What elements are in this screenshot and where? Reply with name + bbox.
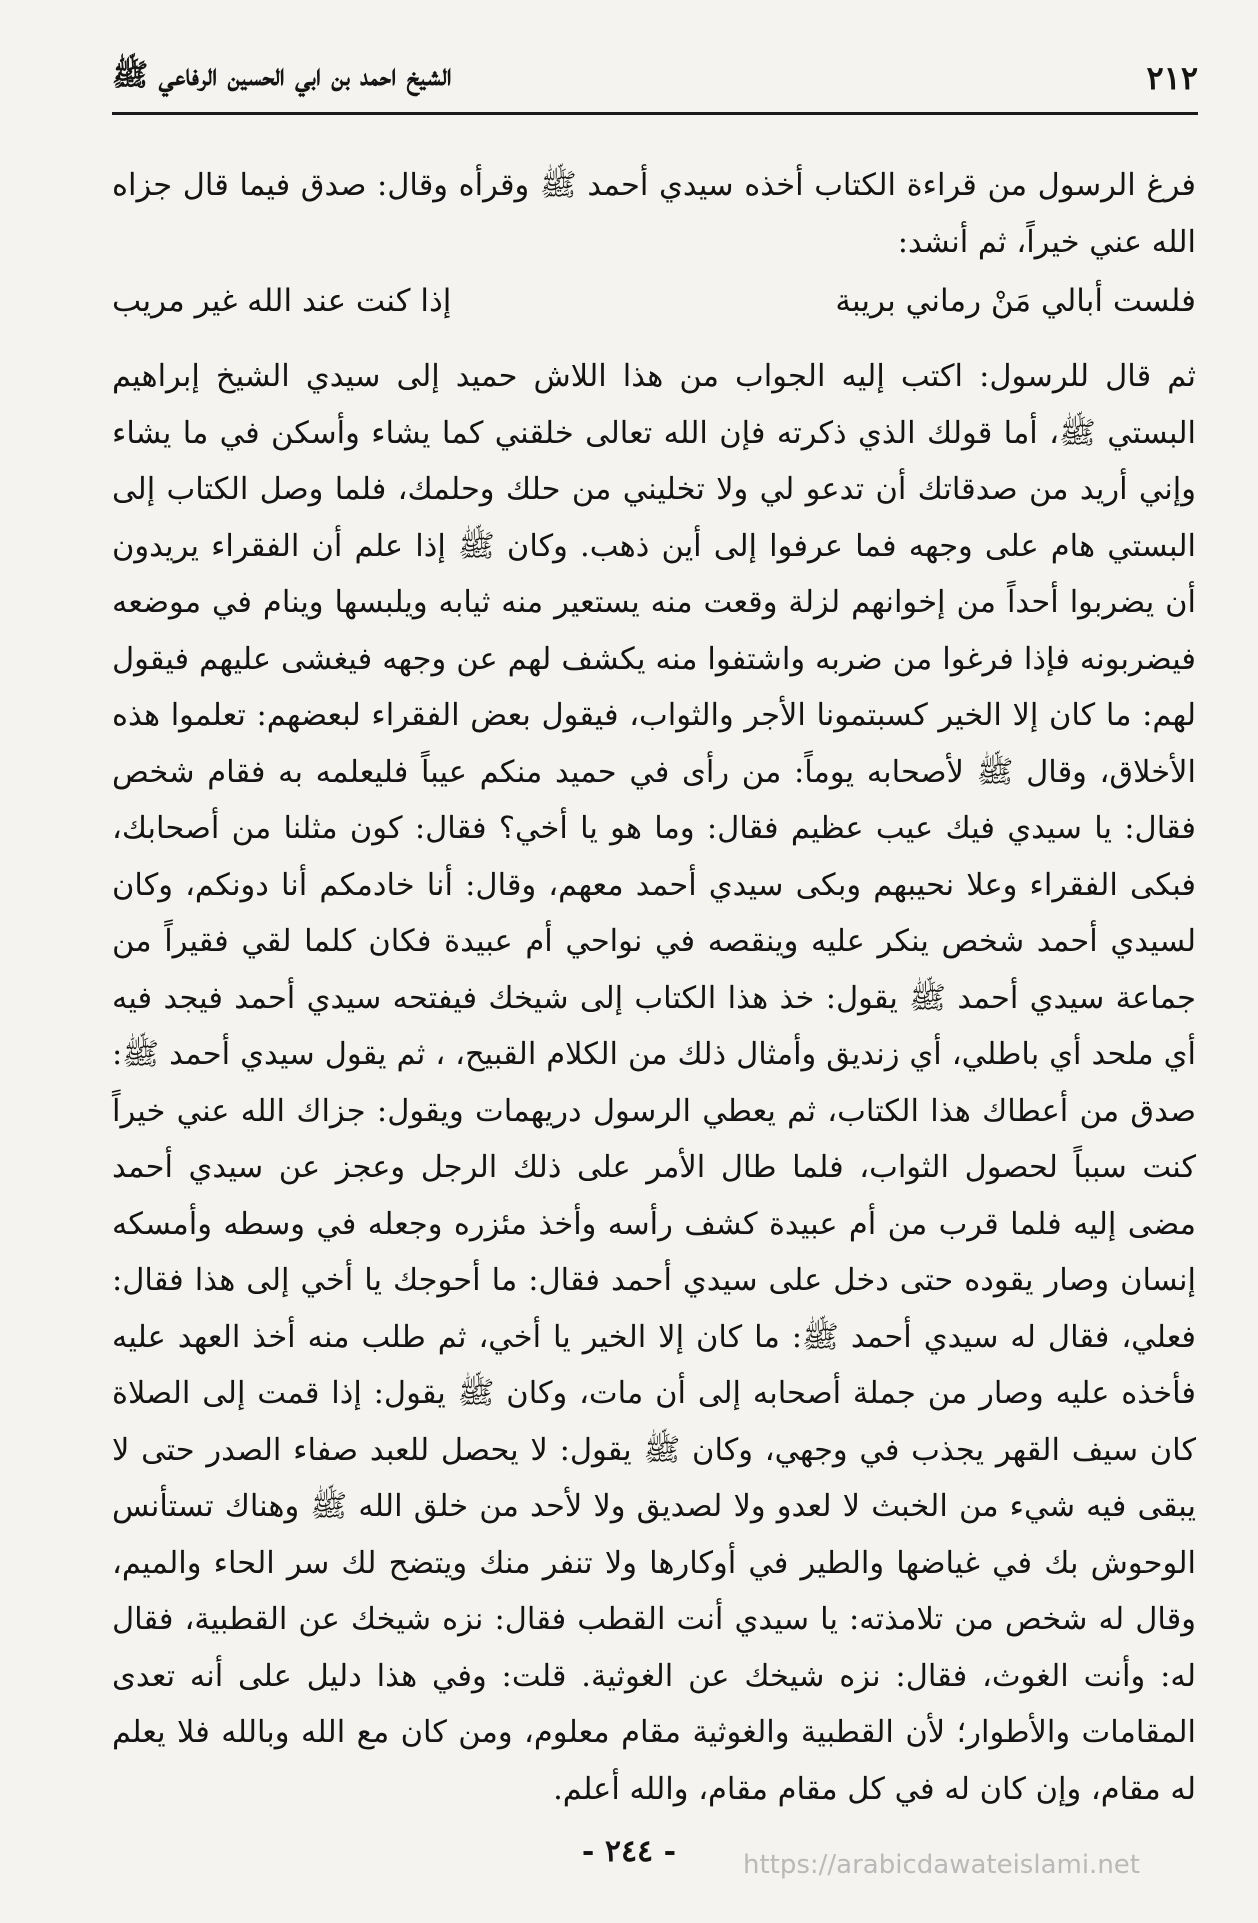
header-page-number: ٢١٢: [1146, 59, 1198, 97]
verse-first-hemistich: فلست أبالي مَنْ رماني بريبة: [835, 283, 1196, 319]
poetry-verse: [112, 271, 1196, 331]
main-paragraph: ثم قال للرسول: اكتب إليه الجواب من هذا اللاش حميد إلى سيدي الشيخ إبراهيم البستي ﷺ، أما قولك الذي ذكرته فإن الله تعالى خلقني كما يشاء وأسكن في ما يشاء وإني أريد من صدقاتك أن تدعو لي ولا تخليني من حلك وحلمك، فلما وصل الكتاب إلى البستي هام على وجهه فما عرفوا إلى أين ذهب. وكان ﷺ إذا علم أن الفقراء يريدون أن يضربوا أحداً من إخوانهم لزلة وقعت منه يستعير منه ثيابه ويلبسها وينام في موضعه فيضربونه فإذا فرغوا من ضربه واشتفوا منه يكشف لهم عن وجهه فيغشى عليهم فيقول لهم: ما كان إلا الخير كسبتمونا الأجر والثواب، فيقول بعض الفقراء لبعضهم: تعلموا هذه الأخلاق، وقال ﷺ لأصحابه يوماً: من رأى في حميد منكم عيباً فليعلمه به فقام شخص فقال: يا سيدي فيك عيب عظيم فقال: وما هو يا أخي؟ فقال: كون مثلنا من أصحابك، فبكى الفقراء وعلا نحيبهم وبكى سيدي أحمد معهم، وقال: أنا خادمكم أنا دونكم، وكان لسيدي أحمد شخص ينكر عليه وينقصه في نواحي أم عبيدة فكان كلما لقي فقيراً من جماعة سيدي أحمد ﷺ يقول: خذ هذا الكتاب إلى شيخك فيفتحه سيدي أحمد فيجد فيه أي ملحد أي باطلي، أي زنديق وأمثال ذلك من الكلام القبيح، ، ثم يقول سيدي أحمد ﷺ: صدق من أعطاك هذا الكتاب، ثم يعطي الرسول دريهمات ويقول: جزاك الله عني خيراً كنت سبباً لحصول الثواب، فلما طال الأمر على ذلك الرجل وعجز عن سيدي أحمد مضى إليه فلما قرب من أم عبيدة كشف رأسه وأخذ مئزره وجعله في وسطه وأمسكه إنسان وصار يقوده حتى دخل على سيدي أحمد فقال: ما أحوجك يا أخي إلى هذا فقال: فعلي، فقال له سيدي أحمد ﷺ: ما كان إلا الخير يا أخي، ثم طلب منه أخذ العهد عليه فأخذه عليه وصار من جملة أصحابه إلى أن مات، وكان ﷺ يقول: إذا قمت إلى الصلاة كان سيف القهر يجذب في وجهي، وكان ﷺ يقول: لا يحصل للعبد صفاء الصدر حتى لا يبقى فيه شيء من الخبث لا لعدو ولا لصديق ولا لأحد من خلق الله ﷺ وهناك تستأنس الوحوش بك في غياضها والطير في أوكارها ولا تنفر منك ويتضح لك سر الحاء والميم، وقال له شخص من تلامذته: يا سيدي أنت القطب فقال: نزه شيخك عن القطبية، فقال له: وأنت الغوث، فقال: نزه شيخك عن الغوثية. قلت: وفي هذا دليل على أنه تعدى المقامات والأطوار؛ لأن القطبية والغوثية مقام معلوم، ومن كان مع الله وبالله فلا يعلم له مقام، وإن كان له في كل مقام مقام، والله أعلم.: [112, 359, 1197, 1807]
header-divider: [112, 112, 1198, 115]
intro-paragraph: فرغ الرسول من قراءة الكتاب أخذه سيدي أحمد ﷺ وقرأه وقال: صدق فيما قال جزاه الله عني خيراً، ثم أنشد:: [112, 168, 1196, 260]
running-header: [112, 48, 1198, 108]
verse-second-hemistich: إذا كنت عند الله غير مريب: [112, 283, 452, 319]
watermark-url: https://arabicdawateislami.net: [742, 1850, 1140, 1880]
header-title: الشيخ احمد بن ابي الحسين الرفاعي ﷺ: [112, 57, 452, 93]
footer-page-number: - ٢٤٤ -: [581, 1834, 677, 1869]
page-body: [112, 158, 1196, 1818]
